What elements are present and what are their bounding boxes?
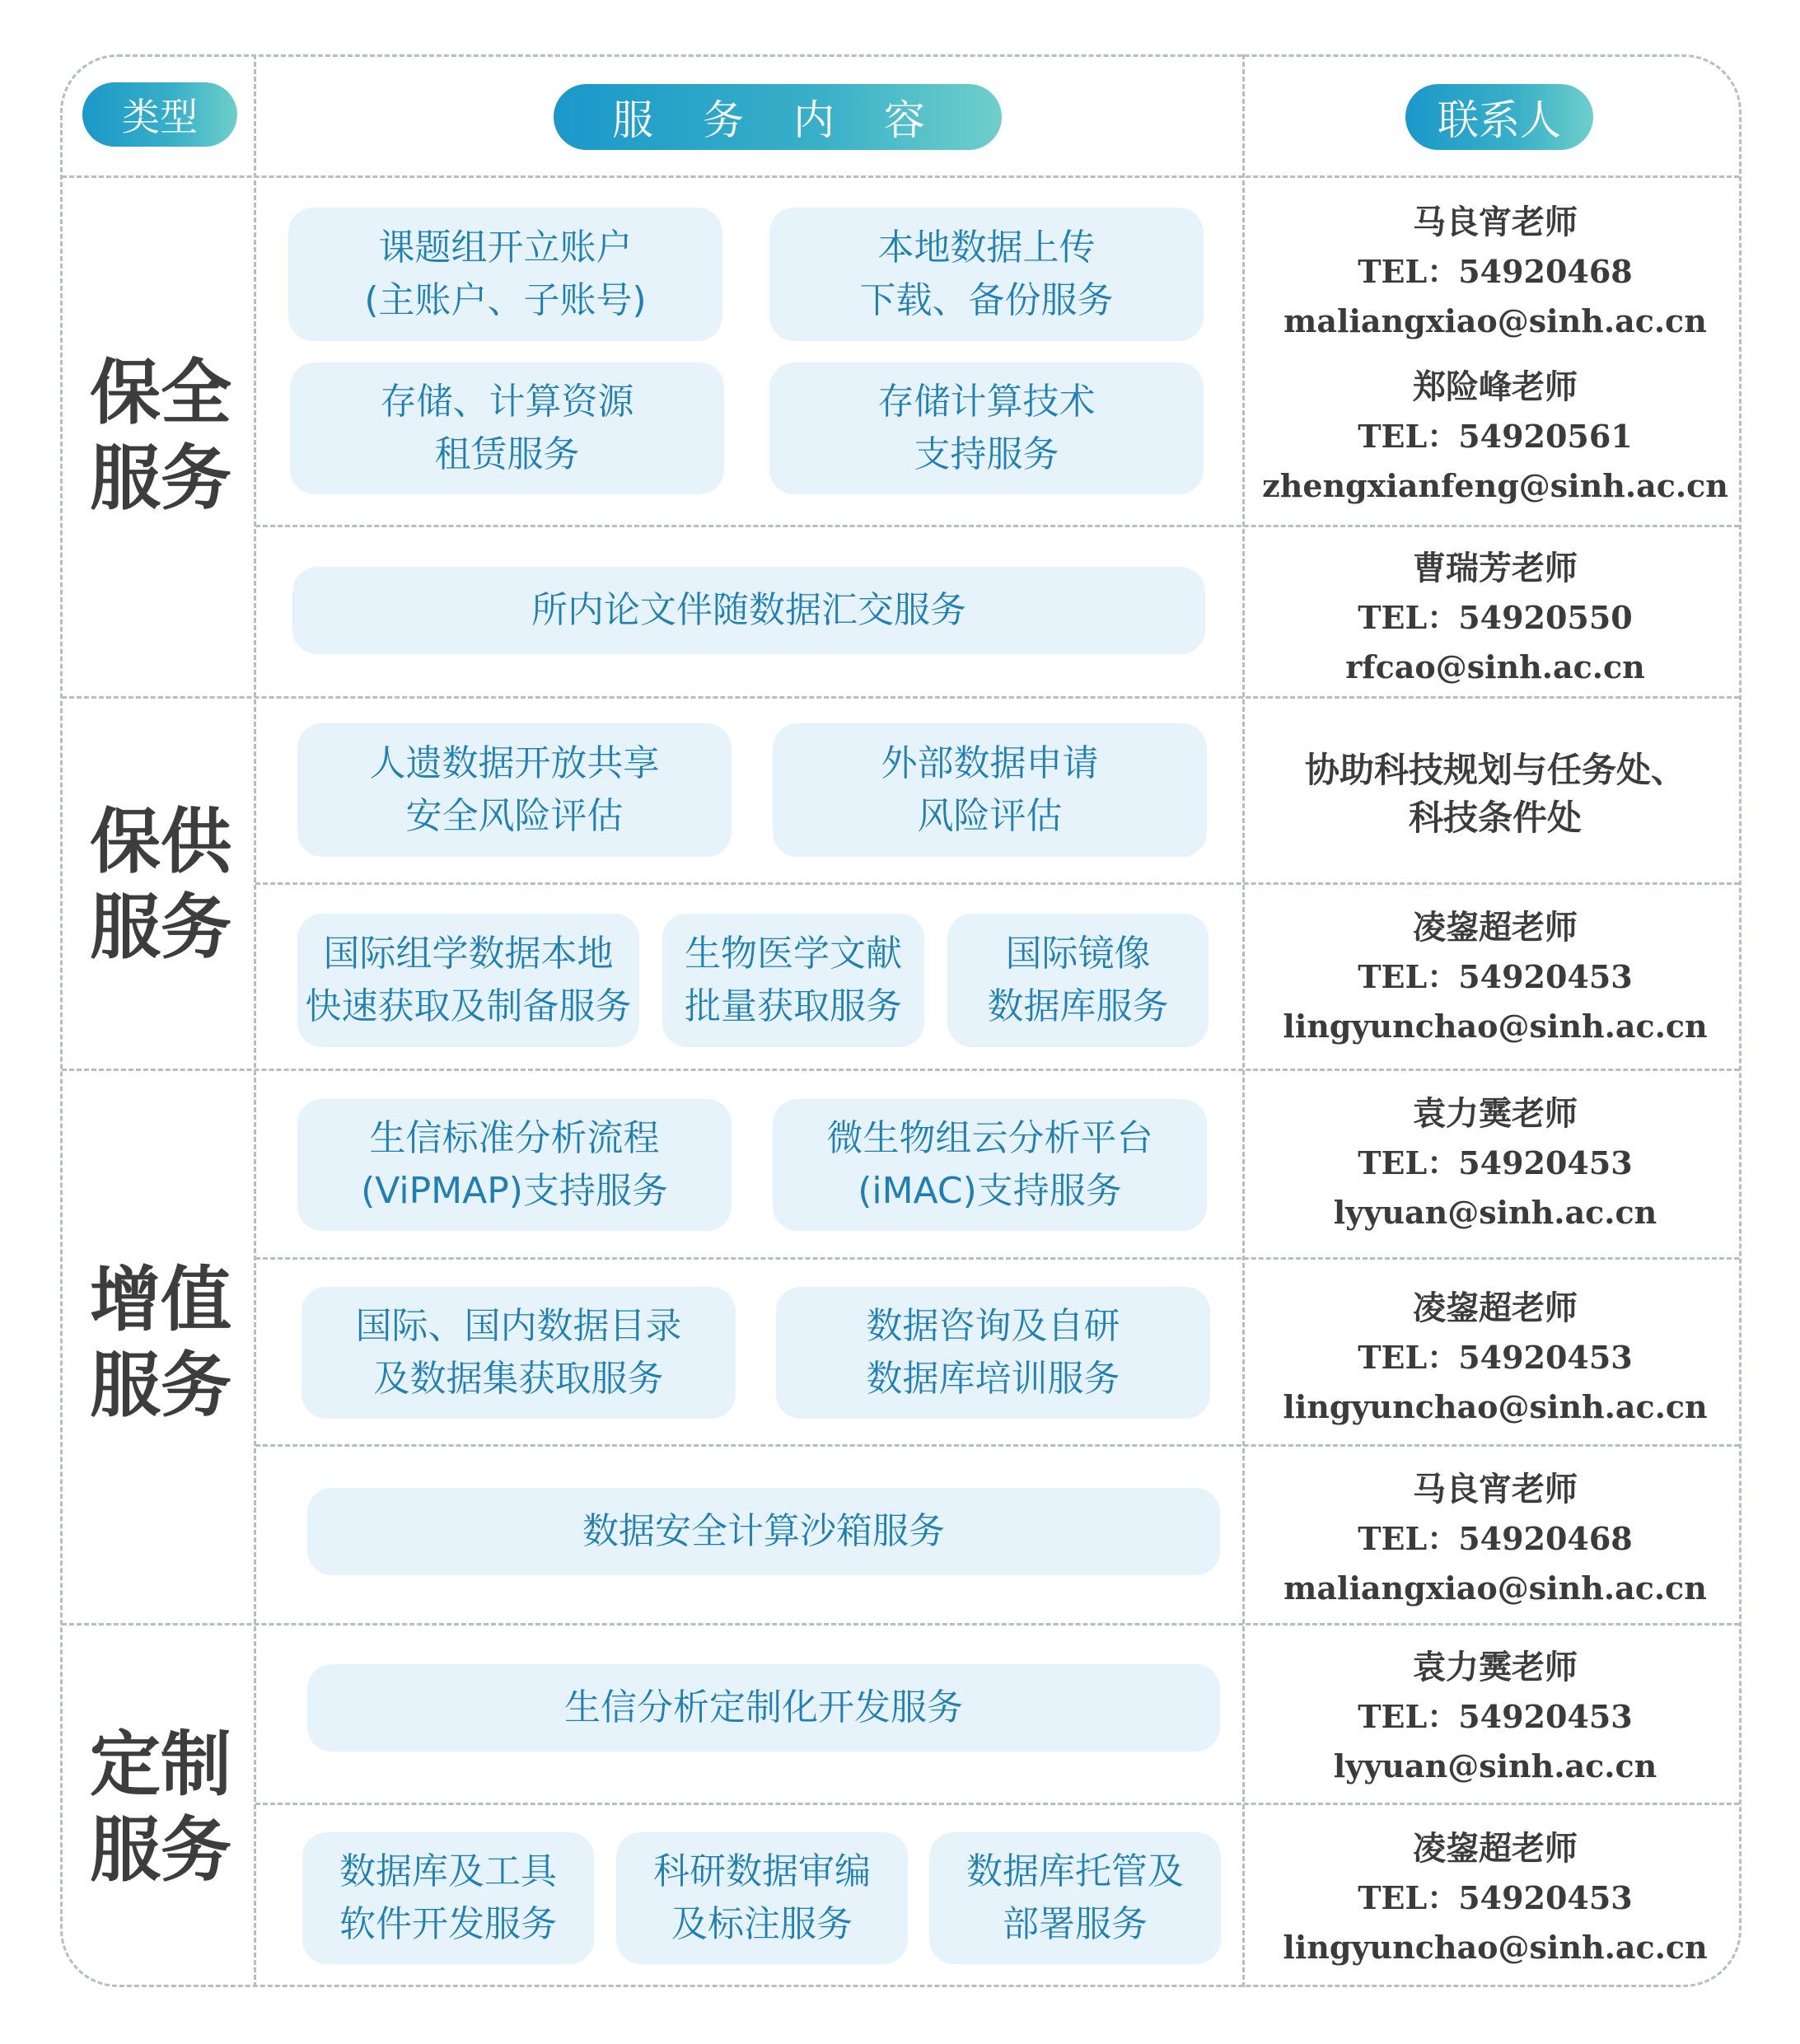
contact-entry: 马良宵老师 TEL：54920468 maliangxiao@sinh.ac.cn xyxy=(1248,1465,1742,1613)
service-item: 存储计算技术 支持服务 xyxy=(769,362,1204,494)
row-divider xyxy=(255,525,1739,527)
header-divider xyxy=(62,175,1739,178)
service-item: 存储、计算资源 租赁服务 xyxy=(290,362,724,494)
row-divider xyxy=(255,1444,1739,1447)
service-item: 数据库托管及 部署服务 xyxy=(929,1832,1221,1964)
row-divider xyxy=(255,1803,1739,1805)
contact-email: lingyunchao@sinh.ac.cn xyxy=(1283,1388,1708,1425)
section-divider xyxy=(62,1069,1739,1071)
category-label: 定制 服务 xyxy=(90,1724,231,1892)
row-divider xyxy=(255,1257,1739,1260)
service-item: 所内论文伴随数据汇交服务 xyxy=(292,567,1205,654)
contact-email: rfcao@sinh.ac.cn xyxy=(1345,648,1645,685)
contact-header: 联系人 xyxy=(1405,84,1593,150)
service-item: 国际组学数据本地 快速获取及制备服务 xyxy=(297,914,639,1047)
contact-entry: 曹瑞芳老师 TEL：54920550 rfcao@sinh.ac.cn xyxy=(1248,544,1742,692)
type-header: 类型 xyxy=(82,82,237,147)
service-item: 本地数据上传 下载、备份服务 xyxy=(769,208,1204,341)
service-item: 科研数据审编 及标注服务 xyxy=(616,1832,908,1964)
contact-entry: 凌鋆超老师 TEL：54920453 lingyunchao@sinh.ac.cn xyxy=(1248,1284,1742,1432)
service-item: 外部数据申请 风险评估 xyxy=(773,723,1207,857)
service-item: 生物医学文献 批量获取服务 xyxy=(662,914,924,1047)
service-item: 生信分析定制化开发服务 xyxy=(307,1664,1220,1752)
service-item: 数据咨询及自研 数据库培训服务 xyxy=(776,1287,1210,1419)
contact-email: lyyuan@sinh.ac.cn xyxy=(1333,1194,1657,1231)
contact-email: maliangxiao@sinh.ac.cn xyxy=(1283,302,1707,339)
category-label: 增值 服务 xyxy=(90,1259,231,1427)
category-label: 保供 服务 xyxy=(90,801,231,969)
contact-email: zhengxianfeng@sinh.ac.cn xyxy=(1262,467,1728,504)
service-item: 生信标准分析流程 (ViPMAP)支持服务 xyxy=(297,1099,732,1231)
service-item: 数据安全计算沙箱服务 xyxy=(307,1488,1220,1575)
contact-entry: 凌鋆超老师 TEL：54920453 lingyunchao@sinh.ac.cn xyxy=(1248,903,1742,1051)
service-item: 微生物组云分析平台 (iMAC)支持服务 xyxy=(773,1099,1207,1231)
contact-email: lyyuan@sinh.ac.cn xyxy=(1333,1747,1657,1784)
category-label: 保全 服务 xyxy=(90,352,231,520)
section-divider xyxy=(62,696,1739,699)
service-item: 国际镜像 数据库服务 xyxy=(947,914,1209,1047)
column-divider-2 xyxy=(1242,54,1245,1987)
section-divider xyxy=(62,1623,1739,1625)
column-divider-1 xyxy=(254,54,256,1987)
contact-entry: 袁力霙老师 TEL：54920453 lyyuan@sinh.ac.cn xyxy=(1248,1089,1742,1237)
contact-email: lingyunchao@sinh.ac.cn xyxy=(1283,1929,1708,1966)
contact-entry: 郑险峰老师 TEL：54920561 zhengxianfeng@sinh.ac.cn xyxy=(1248,362,1742,511)
contact-entry: 马良宵老师 TEL：54920468 maliangxiao@sinh.ac.cn xyxy=(1248,198,1742,346)
service-header: 服 务 内 容 xyxy=(554,84,1002,150)
service-item: 人遗数据开放共享 安全风险评估 xyxy=(297,723,732,857)
contact-email: lingyunchao@sinh.ac.cn xyxy=(1283,1008,1708,1045)
service-item: 国际、国内数据目录 及数据集获取服务 xyxy=(302,1287,736,1419)
contact-department: 协助科技规划与任务处、 科技条件处 xyxy=(1304,750,1685,838)
contact-email: maliangxiao@sinh.ac.cn xyxy=(1283,1569,1707,1607)
row-divider xyxy=(255,882,1739,885)
service-item: 数据库及工具 软件开发服务 xyxy=(302,1832,594,1964)
contact-entry: 凌鋆超老师 TEL：54920453 lingyunchao@sinh.ac.cn xyxy=(1248,1824,1742,1972)
service-item: 课题组开立账户 (主账户、子账号) xyxy=(288,208,722,341)
contact-entry: 袁力霙老师 TEL：54920453 lyyuan@sinh.ac.cn xyxy=(1248,1643,1742,1791)
